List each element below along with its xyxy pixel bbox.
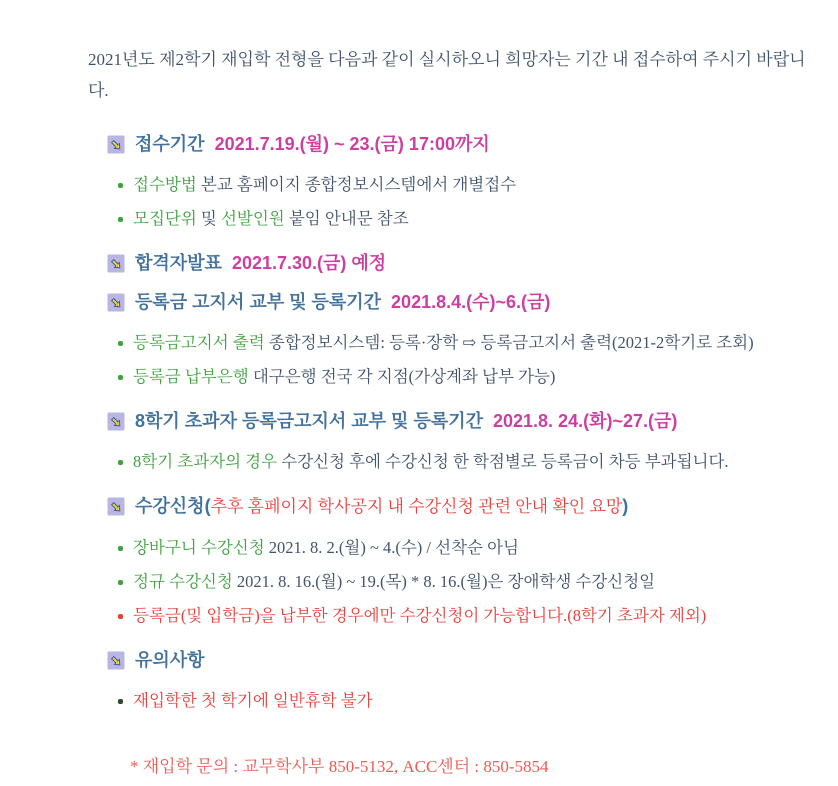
heading-date: 2021.8. 24.(화)~27.(금) [493, 411, 678, 431]
bullet-item [118, 445, 814, 479]
text: 대구은행 전국 각 지점(가상계좌 납부 가능) [248, 367, 556, 386]
section-over-8th-semester [88, 409, 814, 479]
heading-title: 수강신청 [135, 496, 205, 516]
bullet-list [88, 684, 814, 718]
bullet-text [133, 684, 373, 718]
warning-text: 재입학한 첫 학기에 일반휴학 불가 [133, 691, 373, 710]
heading-date: 2021.7.19.(월) ~ 23.(금) 17:00까지 [214, 134, 490, 154]
section-heading [107, 251, 814, 275]
keyword: 선발인원 [220, 209, 285, 228]
bullet-marker [118, 614, 123, 619]
bullet-item [118, 168, 814, 202]
bullet-marker [118, 580, 123, 585]
keyword: 모집단위 [133, 209, 197, 228]
keyword: 8학기 초과자의 경우 [133, 452, 278, 471]
heading-date: 2021.7.30.(금) 예정 [231, 253, 387, 273]
text: 수강신청 후에 수강신청 한 학점별로 등록금이 차등 부과됩니다. [277, 452, 729, 471]
text: 2021. 8. 2.(월) ~ 4.(수) / 선착순 아님 [264, 538, 519, 557]
bullet-text [133, 445, 729, 479]
arrow-down-right-icon [107, 293, 125, 312]
bullet-text [133, 326, 754, 360]
heading-title: 합격자발표 [135, 253, 222, 273]
section-heading [107, 290, 814, 314]
bullet-list [88, 445, 814, 479]
bullet-marker [118, 375, 123, 380]
bullet-item [118, 360, 814, 394]
section-heading [107, 409, 814, 433]
bullet-marker [118, 183, 123, 188]
bullet-item [118, 326, 814, 360]
heading-note: 추후 홈페이지 학사공지 내 수강신청 관련 안내 확인 요망 [210, 497, 623, 516]
keyword: 등록금고지서 출력 [133, 333, 265, 352]
bullet-marker [118, 546, 123, 551]
arrow-down-right-icon [107, 651, 125, 670]
heading-title-group [135, 494, 628, 519]
bullet-item [118, 599, 814, 633]
bullet-item [118, 684, 814, 718]
bullet-list [88, 168, 814, 236]
bullet-list [88, 531, 814, 633]
bullet-text [133, 360, 555, 394]
bullet-text [133, 202, 409, 236]
text: 붙임 안내문 참조 [284, 209, 409, 228]
bullet-marker [118, 460, 123, 465]
keyword: 등록금 납부은행 [133, 367, 249, 386]
keyword: 정규 수강신청 [133, 572, 233, 591]
text: 본교 홈페이지 종합정보시스템에서 개별접수 [196, 175, 517, 194]
bullet-list [88, 326, 814, 394]
section-cautions [88, 648, 814, 718]
text: 종합정보시스템: 등록·장학 ⇨ 등록금고지서 출력(2021-2학기로 조회) [264, 333, 754, 352]
arrow-down-right-icon [107, 412, 125, 431]
bullet-text [133, 565, 655, 599]
heading-title: 등록금 고지서 교부 및 등록기간 [135, 292, 382, 312]
section-heading [107, 648, 814, 672]
bullet-marker [118, 341, 123, 346]
heading-date: 2021.8.4.(수)~6.(금) [391, 292, 551, 312]
bullet-item [118, 531, 814, 565]
section-reception [88, 132, 814, 236]
bullet-item [118, 202, 814, 236]
heading-title: 유의사항 [135, 650, 205, 670]
section-heading [107, 494, 814, 519]
intro-paragraph: 2021년도 제2학기 재입학 전형을 다음과 같이 실시하오니 희망자는 기간 내 접수하여 주시기 바랍니다. [88, 50, 806, 100]
text: 2021. 8. 16.(월) ~ 19.(목) * 8. 16.(월)은 장애학생 수강신청일 [232, 572, 656, 591]
arrow-down-right-icon [107, 497, 125, 516]
keyword: 접수방법 [133, 175, 197, 194]
paren-close: ) [622, 496, 629, 516]
section-results [88, 251, 814, 275]
bullet-marker [118, 699, 123, 704]
bullet-text [133, 168, 516, 202]
contact-info: * 재입학 문의 : 교무학사부 850-5132, ACC센터 : 850-5854 [130, 757, 549, 776]
heading-title: 접수기간 [135, 134, 205, 154]
section-tuition [88, 290, 814, 394]
text: 및 [196, 209, 221, 228]
bullet-marker [118, 217, 123, 222]
heading-title: 8학기 초과자 등록금고지서 교부 및 등록기간 [135, 411, 483, 431]
arrow-down-right-icon [107, 254, 125, 273]
bullet-text [133, 599, 706, 633]
warning-text: 등록금(및 입학금)을 납부한 경우에만 수강신청이 가능합니다.(8학기 초과자 제외) [133, 606, 707, 625]
paren-open: ( [204, 496, 211, 516]
arrow-down-right-icon [107, 135, 125, 154]
section-heading [107, 132, 814, 156]
keyword: 장바구니 수강신청 [133, 538, 265, 557]
bullet-text [133, 531, 519, 565]
bullet-item [118, 565, 814, 599]
section-course-registration [88, 494, 814, 633]
